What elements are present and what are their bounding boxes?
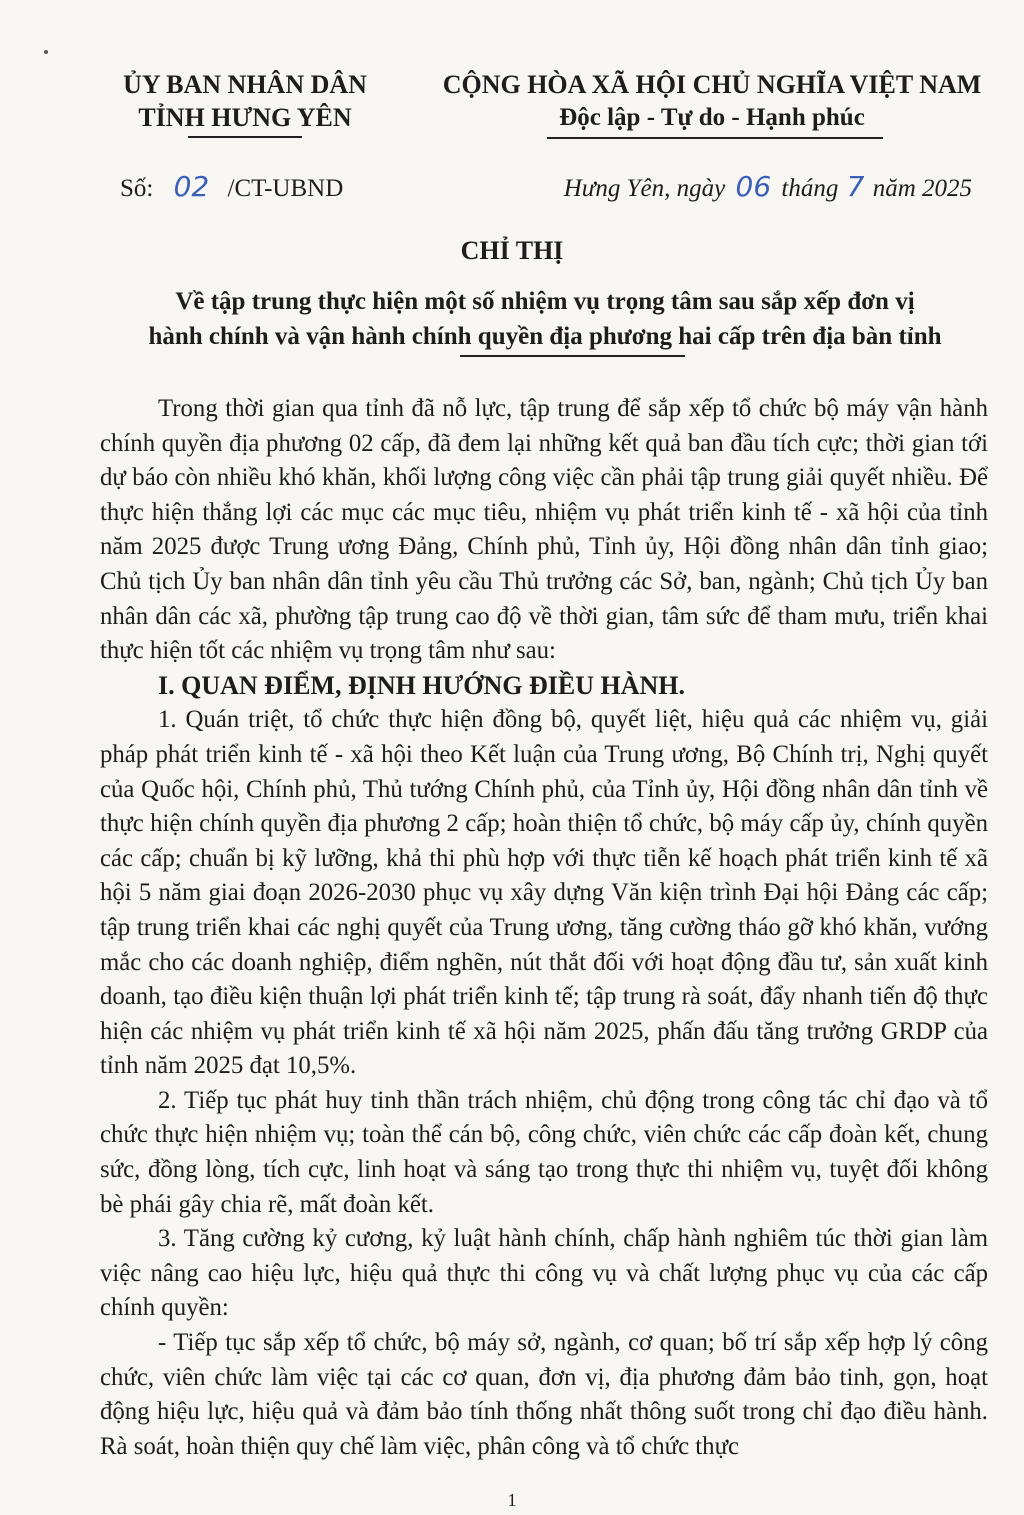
- date-prefix: Hưng Yên, ngày: [563, 175, 726, 202]
- handwritten-number: 02: [173, 170, 210, 203]
- handwritten-day: 06: [735, 170, 772, 203]
- year-text: năm 2025: [872, 175, 972, 202]
- org-underline: [188, 136, 302, 138]
- org-line-2: TỈNH HƯNG YÊN: [138, 103, 352, 132]
- motto-underline: [547, 137, 883, 139]
- page-number: 1: [507, 1490, 517, 1510]
- paragraph-intro: Trong thời gian qua tỉnh đã nỗ lực, tập trung để sắp xếp tổ chức bộ máy vận hành chính quyền địa phương 02 cấp, đã đem lại những kết quả ban đầu tích cực; thời gian tới dự báo còn nhiều khó khăn, khối lượng công việc cần phải tập trung giải quyết nhiều. Để thực hiện thắng lợi các mục các mục tiêu, nhiệm vụ phát triển kinh tế - xã hội của tỉnh năm 2025 được Trung ương Đảng, Chính phủ, Tỉnh ủy, Hội đồng nhân dân tỉnh giao; Chủ tịch Ủy ban nhân dân tỉnh yêu cầu Thủ trưởng các Sở, ban, ngành; Chủ tịch Ủy ban nhân dân các xã, phường tập trung cao độ về thời gian, tâm sức để tham mưu, triển khai thực hiện tốt các nhiệm vụ trọng tâm như sau:: [100, 395, 988, 665]
- document-body: [100, 392, 988, 1464]
- paragraph-item-3: 3. Tăng cường kỷ cương, kỷ luật hành chính, chấp hành nghiêm túc thời gian làm việc nâng cao hiệu lực, hiệu quả thực thi công vụ và chất lượng phục vụ của các cấp chính quyền:: [100, 1225, 988, 1322]
- number-suffix: /CT-UBND: [227, 175, 344, 202]
- month-label: tháng: [781, 175, 839, 202]
- issue-date: [564, 170, 972, 203]
- issuing-authority: [100, 68, 390, 134]
- nation-line-1: CỘNG HÒA XÃ HỘI CHỦ NGHĨA VIỆT NAM: [442, 70, 982, 99]
- handwritten-month: 7: [846, 170, 865, 203]
- scan-speck: [44, 50, 48, 54]
- document-title: CHỈ THỊ: [460, 236, 564, 265]
- org-line-1: ỦY BAN NHÂN DÂN: [123, 70, 367, 99]
- paragraph-item-1: 1. Quán triệt, tổ chức thực hiện đồng bộ, quyết liệt, hiệu quả các nhiệm vụ, giải pháp phát triển kinh tế - xã hội theo Kết luận của Trung ương, Bộ Chính trị, Nghị quyết của Quốc hội, Chính phủ, Thủ tướng Chính phủ, của Tỉnh ủy, Hội đồng nhân dân tỉnh về thực hiện chính quyền địa phương 2 cấp; hoàn thiện tổ chức, bộ máy cấp ủy, chính quyền các cấp; chuẩn bị kỹ lưỡng, khả thi phù hợp với thực tiễn kế hoạch phát triển kinh tế xã hội 5 năm giai đoạn 2026-2030 phục vụ xây dựng Văn kiện trình Đại hội Đảng các cấp; tập trung triển khai các nghị quyết của Trung ương, tăng cường tháo gỡ khó khăn, vướng mắc cho các doanh nghiệp, điểm nghẽn, nút thắt đối với hoạt động đầu tư, sản xuất kinh doanh, tạo điều kiện thuận lợi phát triển kinh tế; tập trung rà soát, đẩy nhanh tiến độ thực hiện các nhiệm vụ phát triển kinh tế xã hội năm 2025, phấn đấu tăng trưởng GRDP của tỉnh năm 2025 đạt 10,5%.: [100, 706, 988, 1080]
- national-motto: [412, 68, 1012, 134]
- document-subject: [80, 284, 1010, 354]
- paragraph-item-2: 2. Tiếp tục phát huy tinh thần trách nhiệm, chủ động trong công tác chỉ đạo và tổ chức thực hiện nhiệm vụ; toàn thể cán bộ, công chức, viên chức các cấp đoàn kết, chung sức, đồng lòng, tích cực, linh hoạt và sáng tạo trong thực thi nhiệm vụ, tuyệt đối không bè phái gây chia rẽ, mất đoàn kết.: [100, 1086, 988, 1218]
- subject-underline: [460, 355, 685, 357]
- nation-line-2: Độc lập - Tự do - Hạnh phúc: [559, 104, 865, 131]
- document-number: [120, 170, 343, 203]
- subject-line-1: Về tập trung thực hiện một số nhiệm vụ trọng tâm sau sắp xếp đơn vị: [175, 288, 915, 315]
- paragraph-bullet: - Tiếp tục sắp xếp tổ chức, bộ máy sở, ngành, cơ quan; bố trí sắp xếp hợp lý công chức, viên chức làm việc tại các cơ quan, đơn vị, địa phương đảm bảo tinh, gọn, hoạt động hiệu lực, hiệu quả và đảm bảo tính thống nhất thông suốt trong chỉ đạo điều hành. Rà soát, hoàn thiện quy chế làm việc, phân công và tổ chức thực: [100, 1329, 988, 1460]
- number-prefix: Số:: [120, 175, 154, 202]
- subject-line-2: hành chính và vận hành chính quyền địa phương hai cấp trên địa bàn tỉnh: [148, 323, 942, 350]
- section-heading: I. QUAN ĐIỂM, ĐỊNH HƯỚNG ĐIỀU HÀNH.: [158, 670, 685, 700]
